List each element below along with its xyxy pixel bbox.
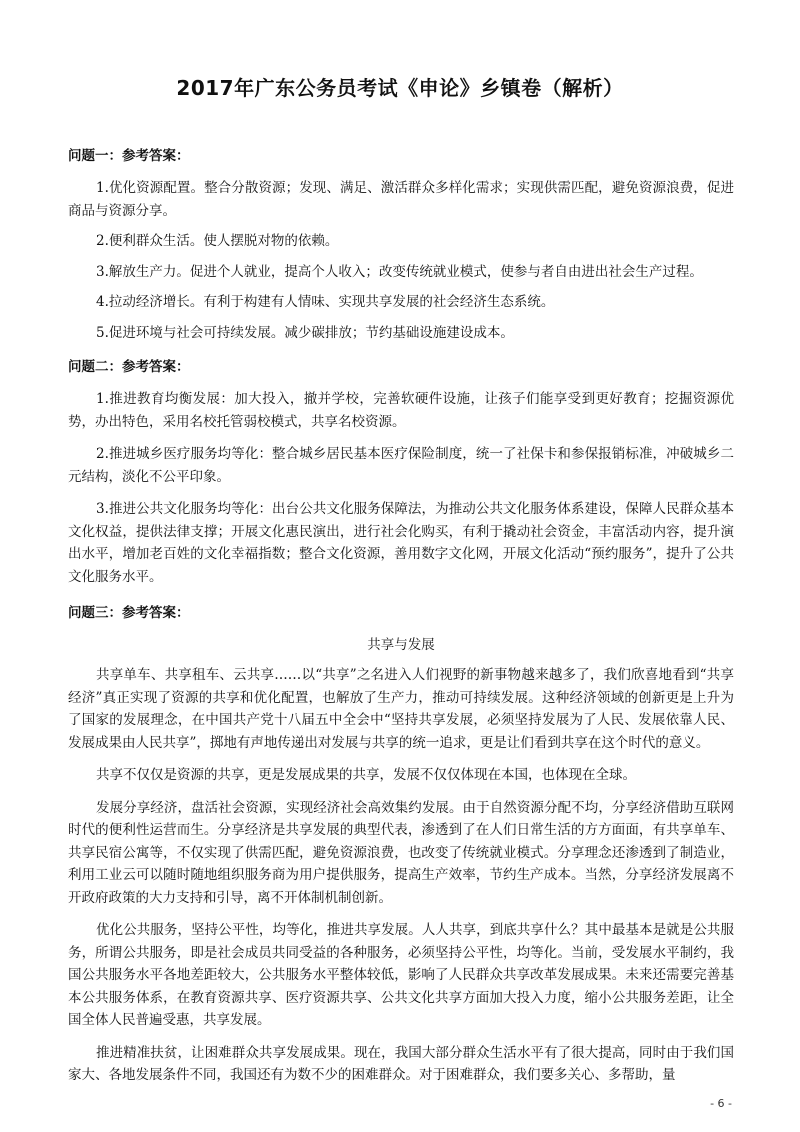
q1-answer-item: 1.优化资源配置。整合分散资源；发现、满足、激活群众多样化需求；实现供需匹配，避免资源浪费，促进商品与资源分享。 bbox=[68, 180, 734, 219]
q1-answer-item: 4.拉动经济增长。有利于构建有人情味、实现共享发展的社会经济生态系统。 bbox=[96, 294, 555, 310]
essay-paragraph: 推进精准扶贫，让困难群众共享发展成果。现在，我国大部分群众生活水平有了很大提高，同时由于我们国家大、各地发展条件不同，我国还有为数不少的困难群众。对于困难群众，我们要多关心、多帮助，量 bbox=[68, 1044, 734, 1083]
q2-heading: 问题二：参考答案： bbox=[68, 359, 190, 375]
essay-title: 共享与发展 bbox=[367, 637, 435, 653]
q1-heading: 问题一：参考答案： bbox=[68, 148, 190, 164]
q2-answer-item: 2.推进城乡医疗服务均等化：整合城乡居民基本医疗保险制度，统一了社保卡和参保报销标准，冲破城乡二元结构，淡化不公平印象。 bbox=[68, 446, 734, 485]
q3-heading: 问题三：参考答案： bbox=[68, 605, 190, 621]
q2-answer-item: 3.推进公共文化服务均等化：出台公共文化服务保障法，为推动公共文化服务体系建设，保障人民群众基本文化权益，提供法律支撑；开展文化惠民演出，进行社会化购买，有利于撬动社会资金，丰富活动内容，提升演出水平，增加老百姓的文化幸福指数；整合文化资源，善用数字文化网，开展文化活动“预约服务”，提升了公共文化服务水平。 bbox=[68, 501, 734, 585]
q2-answer-item: 1.推进教育均衡发展：加大投入，撤并学校，完善软硬件设施，让孩子们能享受到更好教育；挖掘资源优势，办出特色，采用名校托管弱校模式，共享名校资源。 bbox=[68, 391, 734, 430]
document-body bbox=[68, 145, 734, 1097]
q1-answer-item: 2.便利群众生活。使人摆脱对物的依赖。 bbox=[96, 233, 339, 249]
page-number: - 6 - bbox=[710, 1097, 732, 1110]
essay-paragraph: 共享单车、共享租车、云共享……以“共享”之名进入人们视野的新事物越来越多了，我们欣喜地看到“共享经济”真正实现了资源的共享和优化配置，也解放了生产力，推动可持续发展。这种经济领域的创新更是上升为了国家的发展理念，在中国共产党十八届五中全会中“坚持共享发展，必须坚持发展为了人民、发展依靠人民、发展成果由人民共享”，掷地有声地传递出对发展与共享的统一追求，更是让们看到共享在这个时代的意义。 bbox=[68, 667, 734, 751]
essay-paragraph: 共享不仅仅是资源的共享，更是发展成果的共享，发展不仅仅体现在本国，也体现在全球。 bbox=[96, 767, 636, 783]
essay-paragraph: 发展分享经济，盘活社会资源，实现经济社会高效集约发展。由于自然资源分配不均，分享经济借助互联网时代的便利性运营而生。分享经济是共享发展的典型代表，渗透到了在人们日常生活的方方面面，有共享单车、共享民宿公寓等，不仅实现了供需匹配，避免资源浪费，也改变了传统就业模式。分享理念还渗透到了制造业，利用工业云可以随时随地组织服务商为用户提供服务，提高生产效率，节约生产成本。当然，分享经济发展离不开政府政策的大力支持和引导，离不开体制机制创新。 bbox=[68, 799, 734, 906]
q1-answer-item: 3.解放生产力。促进个人就业，提高个人收入；改变传统就业模式，使参与者自由进出社会生产过程。 bbox=[96, 263, 703, 280]
essay-paragraph: 优化公共服务，坚持公平性，均等化，推进共享发展。人人共享，到底共享什么？其中最基本是就是公共服务，所谓公共服务，即是社会成员共同受益的各种服务，必须坚持公平性，均等化。当前，受发展水平制约，我国公共服务水平各地差距较大，公共服务水平整体较低，影响了人民群众共享改革发展成果。未来还需要完善基本公共服务体系，在教育资源共享、医疗资源共享、公共文化共享方面加大投入力度，缩小公共服务差距，让全国全体人民普遍受惠，共享发展。 bbox=[68, 922, 734, 1028]
q1-answer-item: 5.促进环境与社会可持续发展。减少碳排放；节约基础设施建设成本。 bbox=[96, 324, 514, 341]
document-title: 2017年广东公务员考试《申论》乡镇卷（解析） bbox=[176, 76, 624, 100]
